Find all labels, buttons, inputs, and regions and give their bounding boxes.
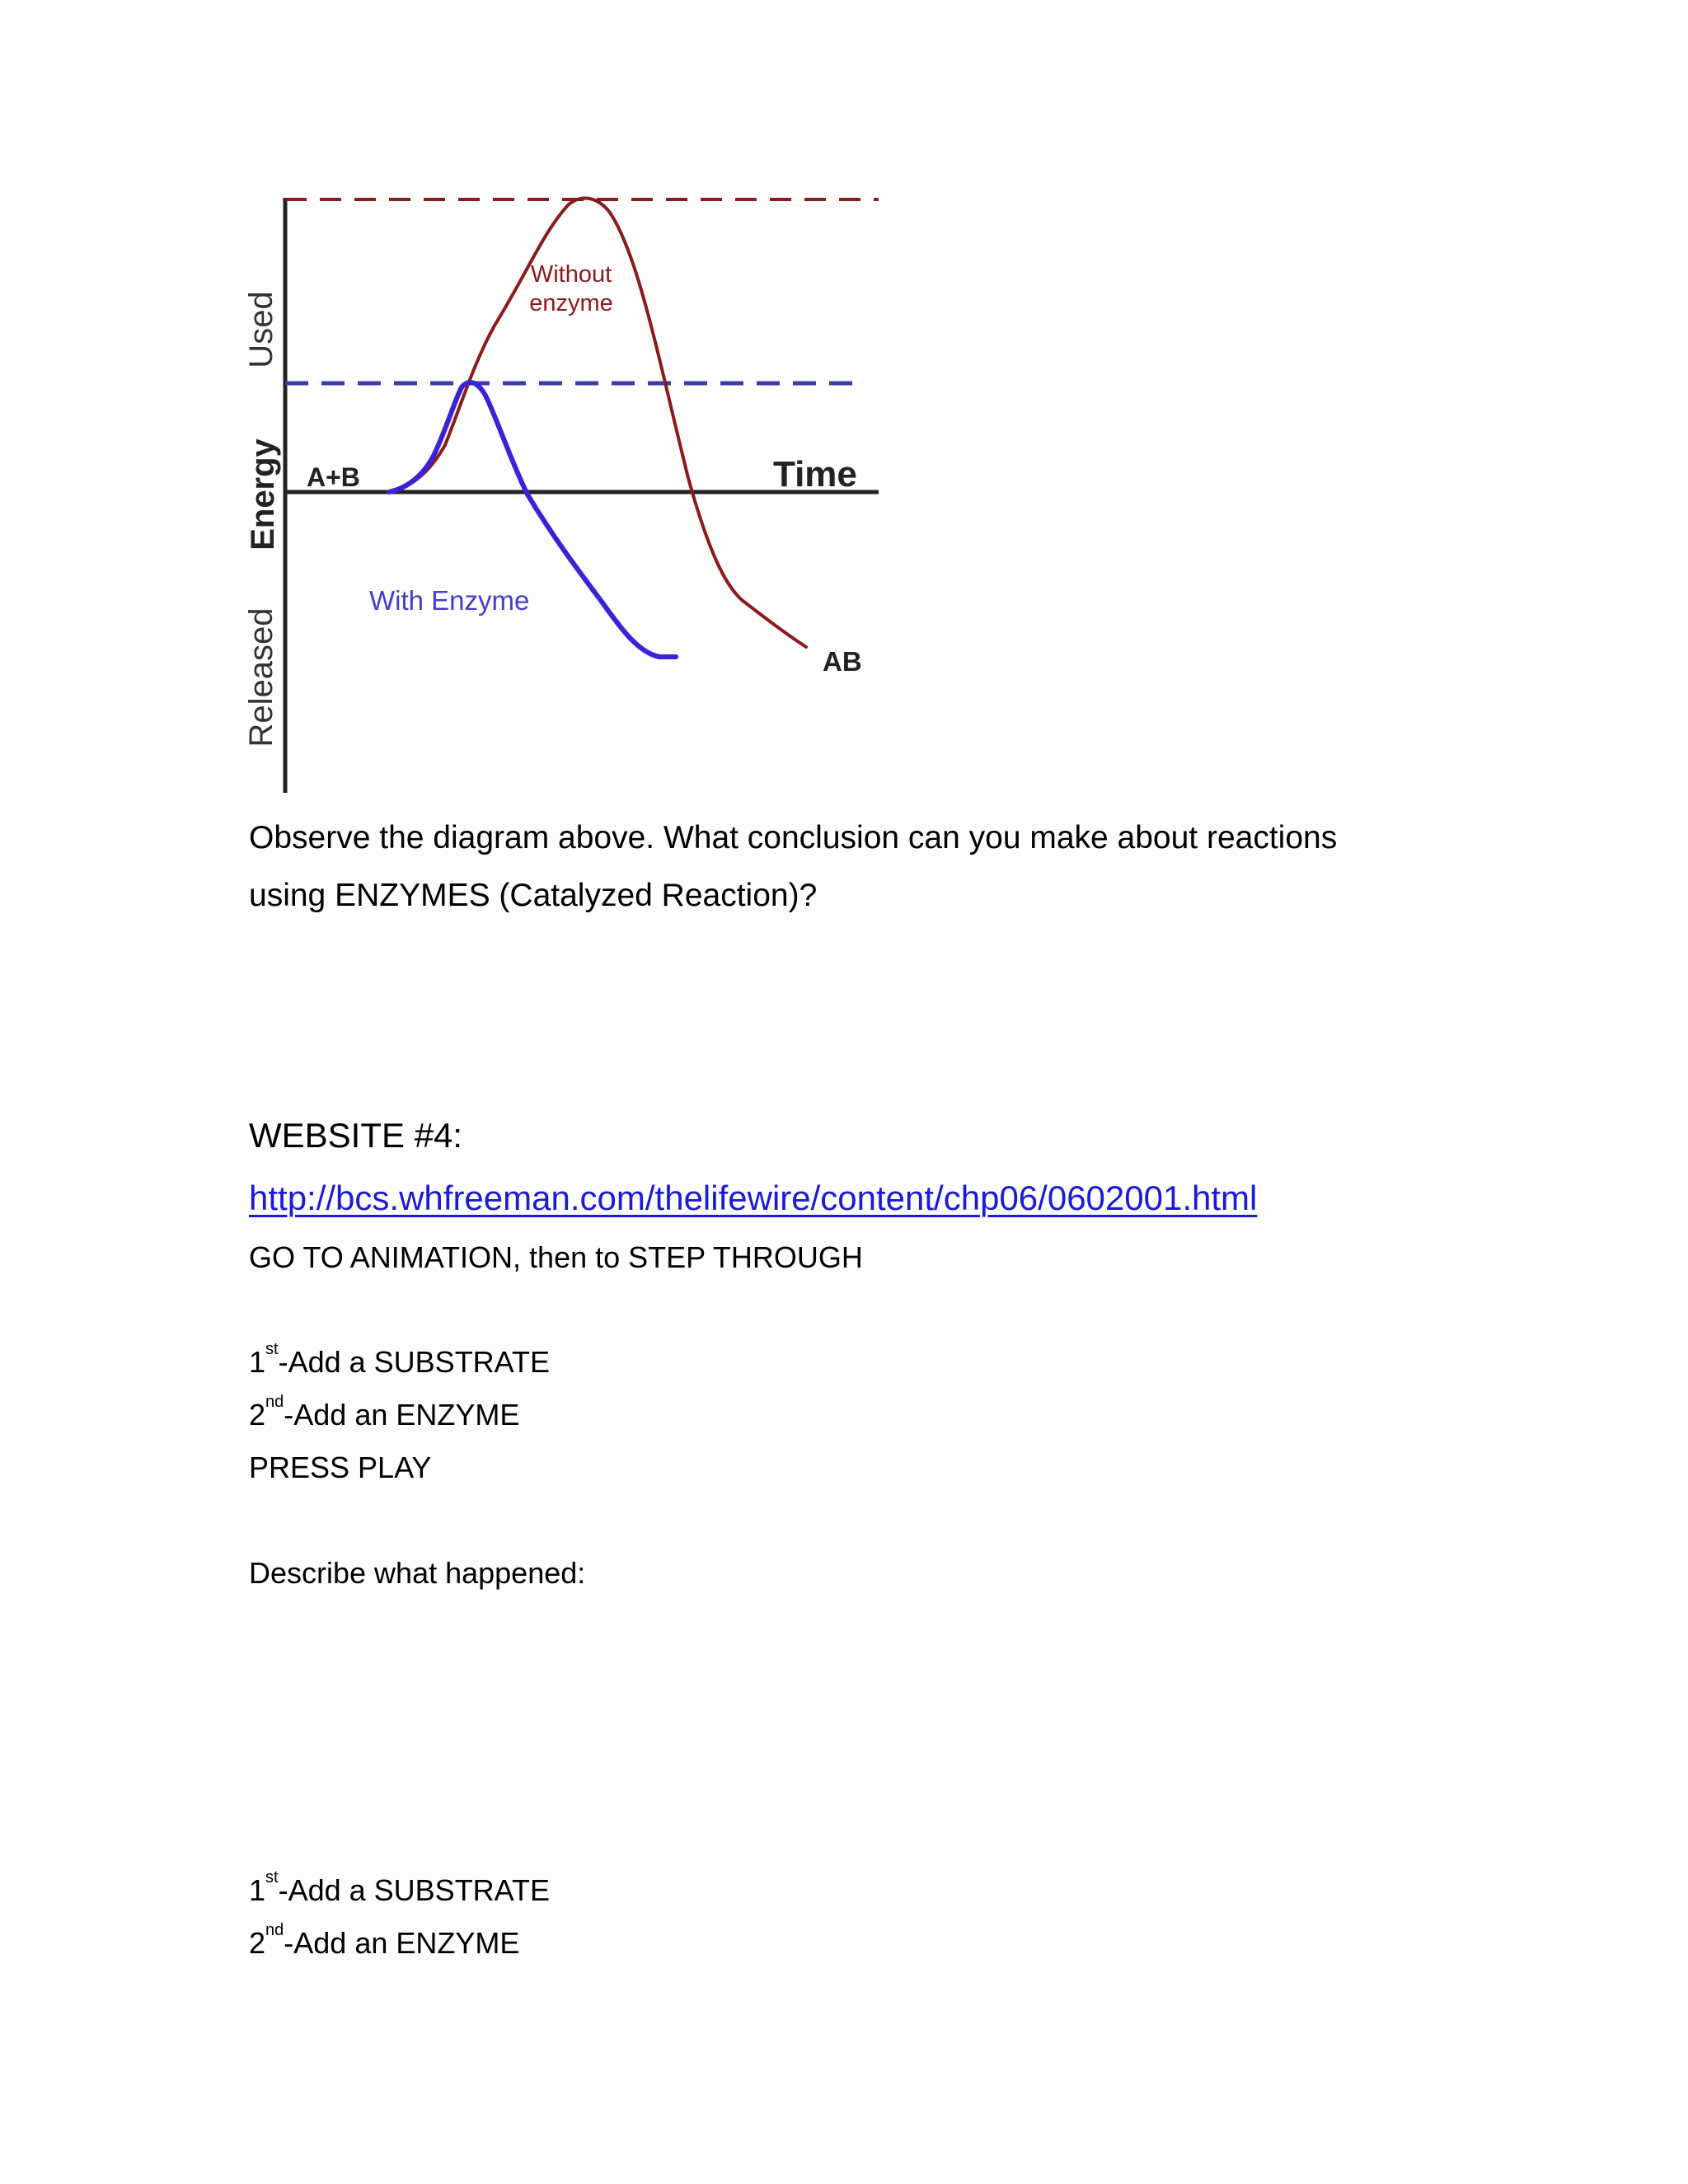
- step-text: -Add a SUBSTRATE: [278, 1873, 551, 1907]
- y-label-energy: Energy: [245, 438, 281, 551]
- website-link[interactable]: http://bcs.whfreeman.com/thelifewire/content/chp06/0602001.html: [249, 1179, 1258, 1217]
- energy-diagram-svg: [0, 0, 1688, 824]
- step-1-substrate-repeat: [249, 1868, 551, 1908]
- energy-diagram: [0, 0, 1688, 824]
- step-number: 1: [249, 1345, 266, 1379]
- step-text: -Add an ENZYME: [284, 1926, 520, 1960]
- y-label-released: Released: [243, 607, 279, 748]
- step-2-enzyme: [249, 1393, 520, 1432]
- question-line-1: Observe the diagram above. What conclusion can you make about reactions: [249, 820, 1338, 855]
- step-1-substrate: [249, 1340, 551, 1380]
- with-enzyme-curve: [389, 382, 676, 657]
- step-2-enzyme-repeat: [249, 1921, 520, 1961]
- step-number: 2: [249, 1398, 266, 1432]
- with-enzyme-label: With Enzyme: [369, 585, 530, 616]
- without-enzyme-label-line2: enzyme: [529, 290, 613, 316]
- step-number: 2: [249, 1926, 266, 1960]
- describe-prompt: Describe what happened:: [249, 1556, 586, 1590]
- reactants-label: A+B: [307, 462, 360, 492]
- without-enzyme-label-line1: Without: [530, 261, 612, 288]
- question-line-2: using ENZYMES (Catalyzed Reaction)?: [249, 878, 818, 913]
- y-label-used: Used: [243, 291, 279, 368]
- press-play-text: PRESS PLAY: [249, 1451, 432, 1484]
- step-text: -Add an ENZYME: [284, 1398, 520, 1432]
- product-label: AB: [823, 646, 862, 677]
- step-number: 1: [249, 1873, 266, 1907]
- step-ordinal: nd: [265, 1393, 284, 1411]
- step-ordinal: st: [265, 1340, 279, 1358]
- website-instruction: GO TO ANIMATION, then to STEP THROUGH: [249, 1240, 863, 1274]
- website-heading: WEBSITE #4:: [249, 1116, 463, 1155]
- step-ordinal: st: [265, 1868, 279, 1886]
- step-text: -Add a SUBSTRATE: [278, 1345, 551, 1379]
- x-axis-label-time: Time: [773, 454, 857, 494]
- step-ordinal: nd: [265, 1921, 284, 1939]
